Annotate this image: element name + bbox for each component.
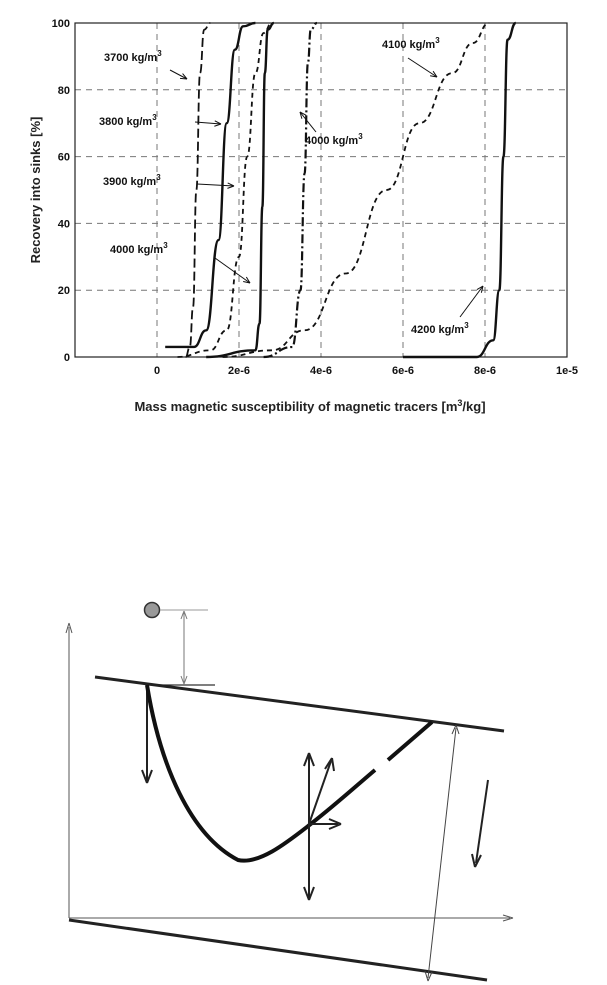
annotation-label: 4000 $kg/m^3$: [305, 132, 363, 147]
y-tick-label: 20: [57, 285, 70, 298]
annotation-label: 3700 $kg/m^3$: [104, 49, 162, 64]
y-tick-label: 0: [63, 352, 70, 364]
annotation-arrow: [197, 184, 234, 186]
series-line-5: [264, 23, 317, 357]
x-tick-label: 6e-6: [391, 365, 415, 377]
y-tick-label: 100: [51, 18, 70, 30]
series-line-4: [206, 23, 274, 357]
annotation-label: 4200 $kg/m^3$: [411, 321, 469, 336]
lower-plate-line: [69, 920, 487, 980]
y-tick-label: 40: [57, 218, 70, 231]
annotation-arrowhead: [430, 71, 437, 77]
x-tick-label: 2e-6: [227, 365, 251, 377]
flow-arrow-shaft: [476, 780, 488, 863]
x-axis-label: Mass magnetic susceptibility of magnetic tracers $[m^3/kg]$: [134, 398, 486, 414]
annotation-label: 4100 $kg/m^3$: [382, 36, 440, 51]
trajectory-curve-end: [388, 722, 432, 760]
gap-dimension-line: [428, 728, 456, 978]
chart-series: [165, 23, 516, 357]
trajectory-curve: [147, 685, 375, 861]
annotation-label: 4000 $kg/m^3$: [110, 241, 168, 256]
series-line-7: [403, 23, 516, 357]
particle-circle: [145, 603, 160, 618]
x-tick-label: 0: [153, 365, 161, 377]
annotation-label: 3900 $kg/m^3$: [103, 173, 161, 188]
series-line-1: [186, 23, 211, 357]
chart-grid: [75, 23, 567, 357]
y-axis-label: Recovery into sinks [%]: [28, 116, 43, 264]
x-tick-label: 4e-6: [309, 365, 333, 377]
annotation-arrow: [215, 258, 250, 283]
y-tick-label: 60: [57, 151, 70, 164]
annotation-arrow: [170, 70, 187, 79]
x-tick-label: 1e-5: [555, 365, 579, 377]
annotation-arrow: [408, 58, 437, 77]
trajectory-diagram: [0, 565, 607, 985]
x-tick-label: 8e-6: [473, 365, 497, 377]
annotation-label: 3800 $kg/m^3$: [99, 113, 157, 128]
recovery-chart: [0, 0, 607, 420]
series-line-3: [178, 23, 272, 357]
y-tick-label: 80: [57, 84, 70, 97]
annotation-arrow: [300, 112, 316, 132]
